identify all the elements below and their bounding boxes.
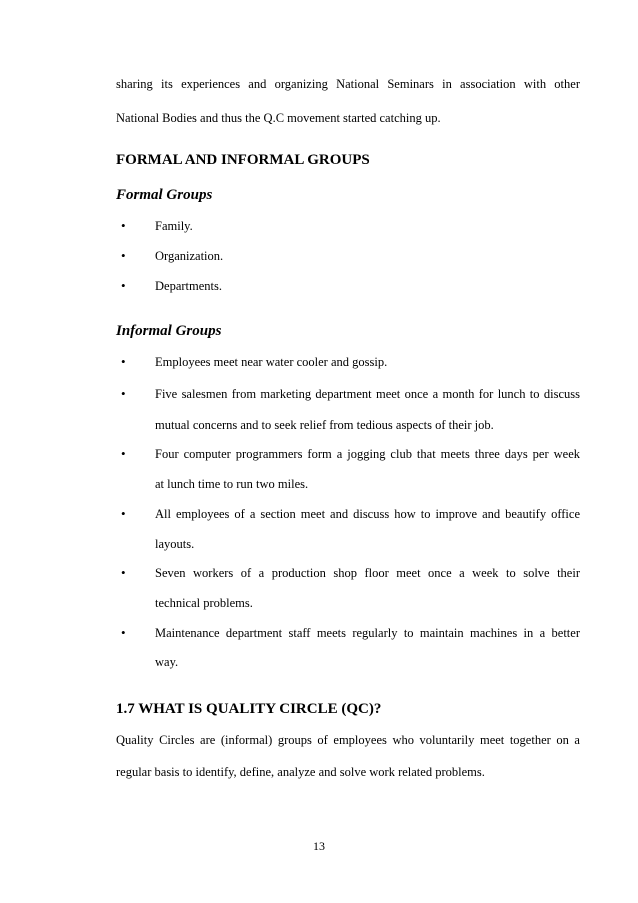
informal-item-6-line-2: way. <box>155 655 179 669</box>
informal-item-2-line-2: mutual concerns and to seek relief from tedious aspects of their job. <box>155 418 494 432</box>
informal-item-6-line-1: Maintenance department staff meets regularly to maintain machines in a better <box>155 626 580 640</box>
intro-line-2: National Bodies and thus the Q.C movement started catching up. <box>116 111 441 125</box>
bullet-marker: • <box>121 565 126 580</box>
informal-item-4-line-1: All employees of a section meet and discuss how to improve and beautify office <box>155 507 580 521</box>
formal-item-departments: Departments. <box>155 279 222 293</box>
bullet-marker: • <box>121 354 126 369</box>
bullet-marker: • <box>121 218 126 233</box>
informal-item-3-line-2: at lunch time to run two miles. <box>155 477 309 491</box>
bullet-marker: • <box>121 386 126 401</box>
informal-item-2-line-1: Five salesmen from marketing department meet once a month for lunch to discuss <box>155 387 580 401</box>
qc-definition-line-2: regular basis to identify, define, analyze and solve work related problems. <box>116 765 485 779</box>
quality-circle-heading: 1.7 WHAT IS QUALITY CIRCLE (QC)? <box>116 701 382 717</box>
informal-item-5-line-2: technical problems. <box>155 596 253 610</box>
intro-line-1: sharing its experiences and organizing National Seminars in association with other <box>116 77 580 91</box>
formal-item-family: Family. <box>155 219 193 233</box>
informal-item-5-line-1: Seven workers of a production shop floor meet once a week to solve their <box>155 566 580 580</box>
informal-item-1-line-1: Employees meet near water cooler and gossip. <box>155 355 388 369</box>
section-heading-groups: FORMAL AND INFORMAL GROUPS <box>116 152 370 168</box>
bullet-marker: • <box>121 248 126 263</box>
formal-groups-heading: Formal Groups <box>116 187 213 203</box>
qc-definition-line-1: Quality Circles are (informal) groups of employees who voluntarily meet together on a <box>116 733 580 747</box>
informal-item-4-line-2: layouts. <box>155 537 195 551</box>
bullet-marker: • <box>121 625 126 640</box>
formal-item-organization: Organization. <box>155 249 224 263</box>
informal-groups-heading: Informal Groups <box>116 323 222 339</box>
bullet-marker: • <box>121 278 126 293</box>
bullet-marker: • <box>121 446 126 461</box>
bullet-marker: • <box>121 506 126 521</box>
page-number: 13 <box>313 839 325 853</box>
informal-item-3-line-1: Four computer programmers form a jogging club that meets three days per week <box>155 447 580 461</box>
